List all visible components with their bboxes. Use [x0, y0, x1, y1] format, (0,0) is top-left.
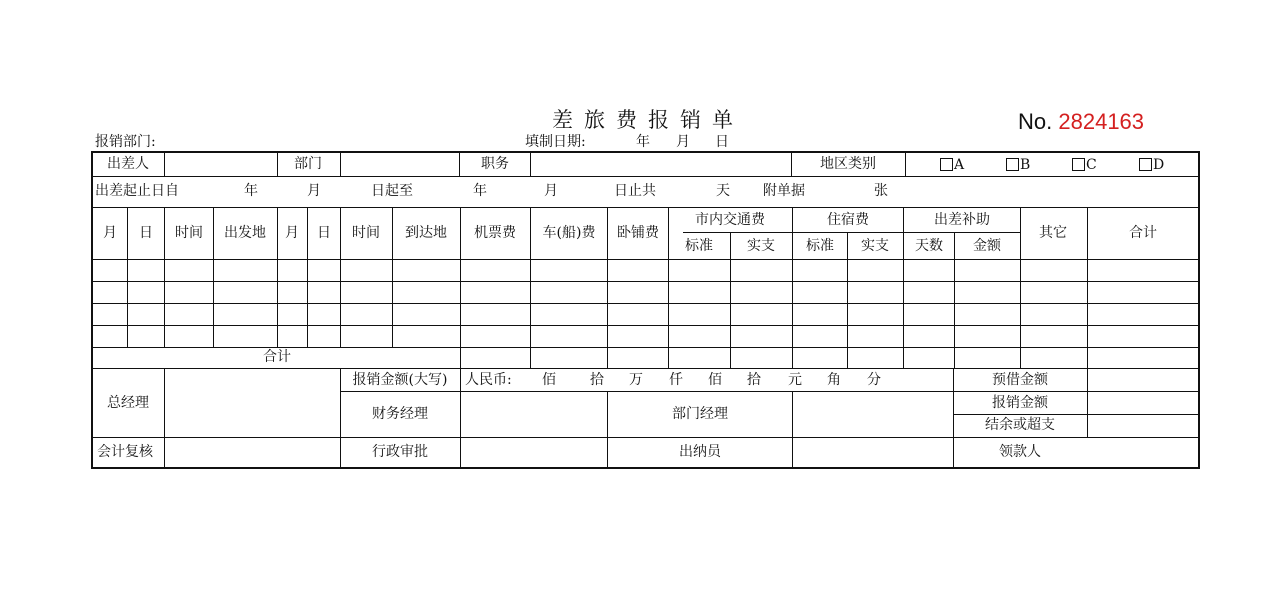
unit-shi-2: 拾: [747, 372, 761, 388]
unit-shi: 拾: [590, 372, 604, 388]
col-time-2: 时间: [352, 225, 380, 241]
period-day-from: 日起至: [371, 183, 413, 199]
fill-date-day: 日: [715, 134, 729, 150]
period-year-to: 年: [473, 183, 487, 199]
unit-fen: 分: [867, 372, 881, 388]
region-type-label: 地区类别: [820, 156, 876, 172]
col-month: 月: [103, 225, 117, 241]
period-year-from: 年: [244, 183, 258, 199]
unit-jiao: 角: [827, 372, 841, 388]
region-option-d-label: D: [1153, 157, 1165, 173]
col-time: 时间: [175, 225, 203, 241]
col-local-standard: 标准: [685, 238, 713, 254]
attachments-label: 附单据: [763, 183, 805, 199]
position-label: 职务: [481, 156, 509, 172]
serial-number-value: 2824163: [1058, 109, 1145, 134]
region-option-c-label: C: [1086, 157, 1097, 173]
col-local-actual: 实支: [747, 238, 775, 254]
region-option-c[interactable]: [1072, 157, 1097, 173]
attachments-sheets: 张: [874, 183, 888, 199]
unit-wan: 万: [629, 372, 643, 388]
department-manager-label: 部门经理: [672, 406, 728, 422]
department-field-label: 部门: [294, 156, 322, 172]
rmb-label: 人民币:: [465, 372, 512, 388]
col-allowance-amount: 金额: [973, 238, 1001, 254]
unit-qian: 仟: [669, 372, 683, 388]
col-day: 日: [139, 225, 153, 241]
region-option-a-label: A: [954, 157, 965, 173]
traveler-label: 出差人: [107, 156, 149, 172]
period-month-from: 月: [307, 183, 321, 199]
department-label: 报销部门:: [95, 134, 156, 150]
period-day-total: 日止共: [614, 183, 656, 199]
unit-bai-2: 佰: [708, 372, 722, 388]
col-local-transport: 市内交通费: [695, 212, 765, 228]
period-month-to: 月: [544, 183, 558, 199]
serial-prefix: No.: [1018, 109, 1053, 134]
travel-period-label: 出差起止日自: [95, 183, 179, 199]
col-other: 其它: [1039, 225, 1067, 241]
admin-approval-label: 行政审批: [372, 444, 428, 460]
form-title: 差旅费报销单: [552, 108, 744, 132]
checkbox-icon[interactable]: [1006, 158, 1019, 171]
col-allowance: 出差补助: [934, 212, 990, 228]
checkbox-icon[interactable]: [940, 158, 953, 171]
fill-date-year: 年: [636, 134, 650, 150]
col-lodging-standard: 标准: [806, 238, 834, 254]
fill-date-month: 月: [676, 134, 690, 150]
recipient-label: 领款人: [999, 444, 1041, 460]
region-option-d[interactable]: [1139, 157, 1164, 173]
fill-date-label: 填制日期:: [525, 134, 586, 150]
general-manager-label: 总经理: [107, 395, 149, 411]
cashier-label: 出纳员: [679, 444, 721, 460]
unit-bai: 佰: [542, 372, 556, 388]
checkbox-icon[interactable]: [1139, 158, 1152, 171]
col-airfare: 机票费: [474, 225, 516, 241]
unit-yuan: 元: [788, 372, 802, 388]
region-option-a[interactable]: [940, 157, 964, 173]
reimburse-amount-label: 报销金额: [992, 395, 1048, 411]
finance-manager-label: 财务经理: [372, 406, 428, 422]
col-car-boat: 车(船)费: [542, 225, 596, 241]
col-allowance-days: 天数: [915, 238, 943, 254]
col-lodging-actual: 实支: [861, 238, 889, 254]
amount-capital-label: 报销金额(大写): [352, 372, 448, 388]
checkbox-icon[interactable]: [1072, 158, 1085, 171]
col-sleeper: 卧铺费: [617, 225, 659, 241]
region-option-b[interactable]: [1006, 157, 1030, 173]
advance-amount-label: 预借金额: [992, 372, 1048, 388]
col-departure: 出发地: [224, 225, 266, 241]
region-option-b-label: B: [1020, 157, 1031, 173]
period-days: 天: [716, 183, 730, 199]
col-day-2: 日: [317, 225, 331, 241]
accounting-review-label: 会计复核: [97, 444, 153, 460]
col-lodging: 住宿费: [827, 212, 869, 228]
col-month-2: 月: [285, 225, 299, 241]
col-total: 合计: [1129, 225, 1157, 241]
balance-label: 结余或超支: [985, 417, 1055, 433]
sum-row-label: 合计: [263, 349, 291, 365]
col-arrival: 到达地: [405, 225, 447, 241]
